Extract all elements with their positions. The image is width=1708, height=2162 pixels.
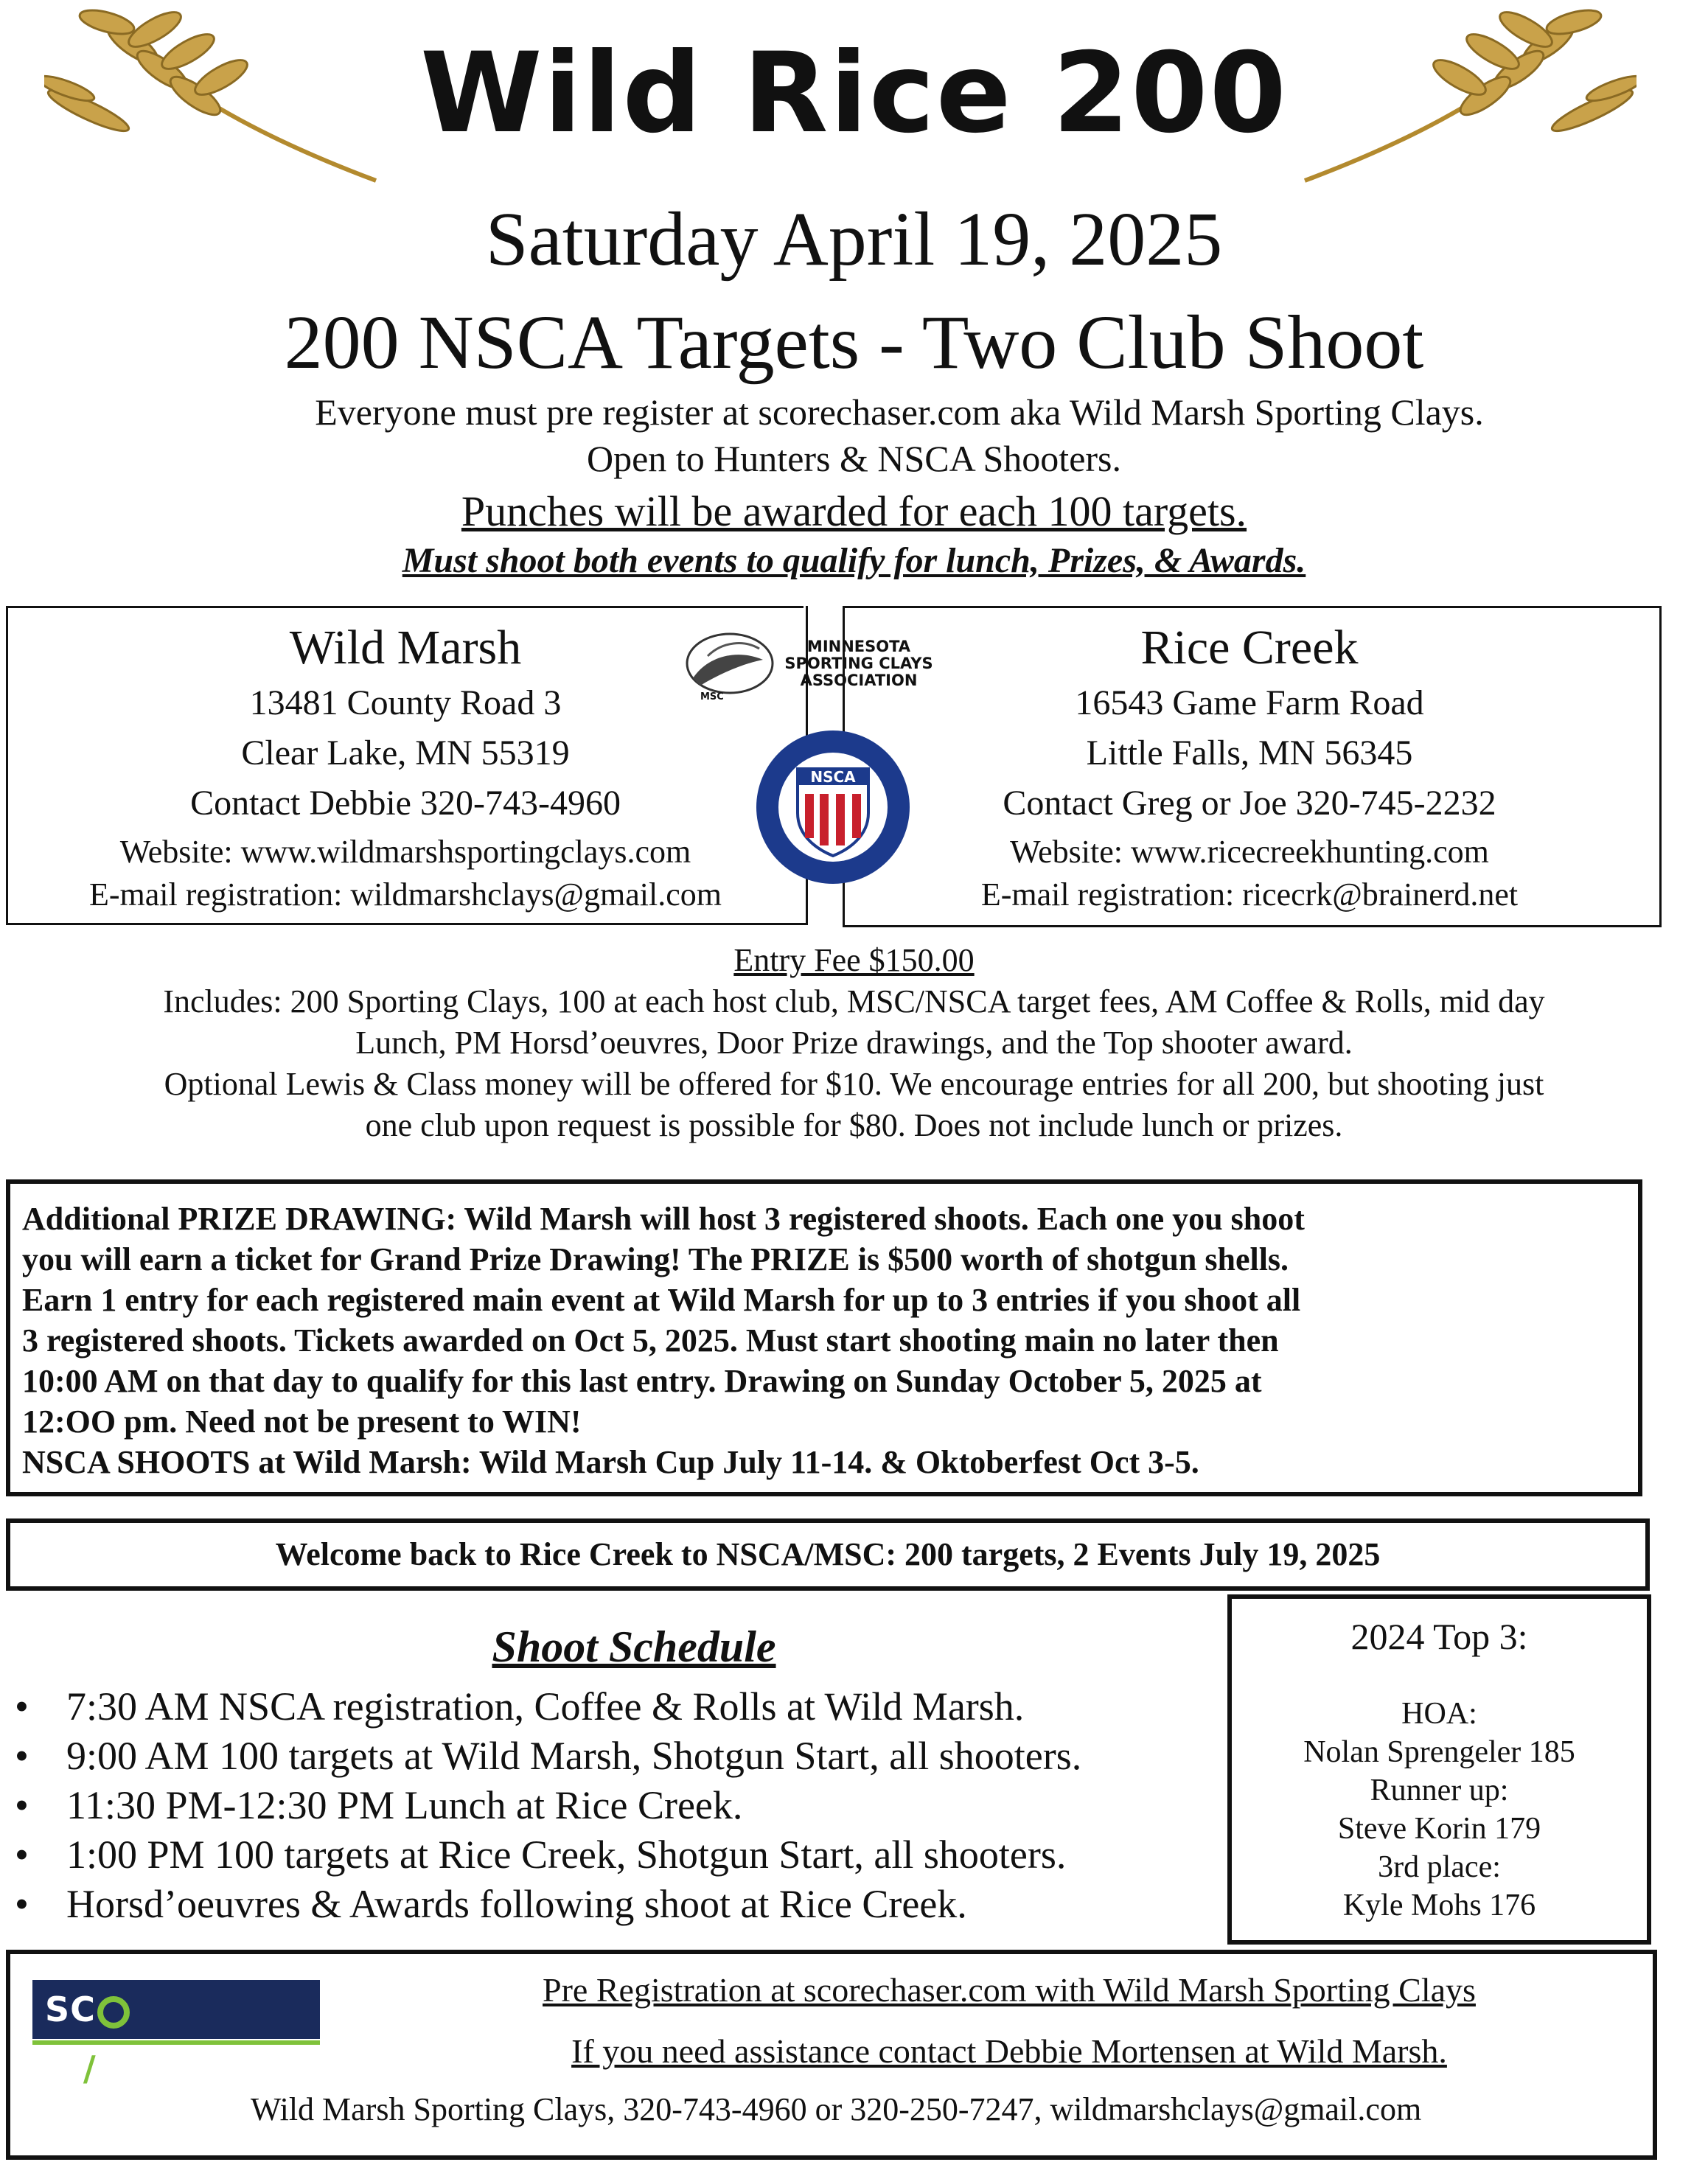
runner-winner: Steve Korin 179	[1337, 1812, 1541, 1846]
list-item	[7, 1781, 1216, 1830]
msc-label-3: ASSOCIATION	[800, 672, 918, 689]
qualify-note: Must shoot both events to qualify for lunch, Prizes, & Awards.	[402, 541, 1306, 580]
fee-line-1: Includes: 200 Sporting Clays, 100 at each host club, MSC/NSCA target fees, AM Coffee & Rolls, mid day	[163, 983, 1545, 1019]
entry-fee-title: Entry Fee $150.00	[733, 942, 975, 978]
club-contact: Contact Greg or Joe 320-745-2232	[1003, 784, 1496, 823]
hoa-winner: Nolan Sprengeler 185	[1303, 1735, 1575, 1769]
club-name: Wild Marsh	[289, 621, 522, 674]
target-icon	[97, 1996, 130, 2029]
punches-note: Punches will be awarded for each 100 targets.	[461, 487, 1247, 535]
prereg-link[interactable]: Pre Registration at scorechaser.com with Wild Marsh Sporting Clays	[543, 1971, 1476, 2009]
msc-label-1: MINNESOTA	[806, 638, 911, 655]
club-email[interactable]: E-mail registration: ricecrk@brainerd.net	[980, 876, 1519, 913]
nsca-logo-label: NSCA	[810, 768, 856, 786]
runner-label: Runner up:	[1370, 1774, 1509, 1807]
page-title: Wild Rice 200	[420, 29, 1288, 158]
bullet-icon: •	[15, 1734, 29, 1778]
entry-fee-section	[0, 940, 1708, 1146]
prize-line-3: Earn 1 entry for each registered main event at Wild Marsh for up to 3 entries if you shoot all	[22, 1282, 1301, 1318]
club-city: Clear Lake, MN 55319	[241, 733, 570, 773]
club-contact: Contact Debbie 320-743-4960	[190, 784, 621, 823]
bullet-icon: •	[15, 1783, 29, 1827]
logo-underline	[32, 2040, 320, 2045]
schedule-item-text: 9:00 AM 100 targets at Wild Marsh, Shotgun Start, all shooters.	[66, 1734, 1082, 1778]
club-name: Rice Creek	[1140, 621, 1359, 674]
club-email[interactable]: E-mail registration: wildmarshclays@gmail.com	[89, 876, 722, 913]
event-date: Saturday April 19, 2025	[485, 197, 1223, 282]
top3-box	[1227, 1594, 1651, 1945]
logo-re: RE	[32, 2048, 83, 2088]
bullet-icon: •	[15, 1882, 29, 1926]
list-item	[7, 1682, 1216, 1732]
schedule-item-text: Horsd’oeuvres & Awards following shoot at Rice Creek.	[66, 1882, 967, 1926]
schedule-item-text: 11:30 PM-12:30 PM Lunch at Rice Creek.	[66, 1783, 743, 1827]
prize-line-1: Additional PRIZE DRAWING: Wild Marsh will host 3 registered shoots. Each one you shoot	[22, 1201, 1305, 1237]
bullet-icon: •	[15, 1684, 29, 1729]
prize-drawing-box	[6, 1179, 1642, 1496]
rice-creek-info	[848, 621, 1651, 921]
schedule-list	[7, 1682, 1216, 1929]
box-divider-left	[6, 606, 804, 608]
club-address: 16543 Game Farm Road	[1075, 683, 1424, 722]
logo-chaser: CHASER	[96, 2048, 254, 2088]
prize-line-4: 3 registered shoots. Tickets awarded on Oct 5, 2025. Must start shooting main no later then	[22, 1322, 1279, 1359]
fee-line-4: one club upon request is possible for $80. Does not include lunch or prizes.	[365, 1107, 1343, 1143]
prize-line-6: 12:OO pm. Need not be present to WIN!	[22, 1403, 582, 1440]
schedule-item-text: 1:00 PM 100 targets at Rice Creek, Shotgun Start, all shooters.	[66, 1833, 1067, 1877]
third-label: 3rd place:	[1378, 1850, 1501, 1884]
contact-footer: Wild Marsh Sporting Clays, 320-743-4960 or 320-250-7247, wildmarshclays@gmail.com	[250, 2091, 1422, 2127]
slash-icon: /	[83, 2048, 97, 2088]
club-website[interactable]: Website: www.wildmarshsportingclays.com	[119, 834, 691, 870]
list-item	[7, 1732, 1216, 1781]
msc-small-label: MSC	[700, 691, 724, 702]
hoa-label: HOA:	[1401, 1697, 1477, 1731]
bullet-icon: •	[15, 1833, 29, 1877]
top3-title: 2024 Top 3:	[1350, 1616, 1528, 1657]
logo-score: SC	[45, 1990, 96, 2029]
open-note: Open to Hunters & NSCA Shooters.	[587, 438, 1121, 479]
preregister-note: Everyone must pre register at scorechaser.com aka Wild Marsh Sporting Clays.	[315, 391, 1484, 433]
scorechaser-logo	[32, 1980, 320, 2088]
assistance-note: If you need assistance contact Debbie Mortensen at Wild Marsh.	[571, 2032, 1447, 2070]
nsca-logo-icon	[752, 726, 914, 888]
registration-box	[6, 1950, 1657, 2160]
club-address: 13481 County Road 3	[249, 683, 562, 722]
fee-line-2: Lunch, PM Horsd’oeuvres, Door Prize drawings, and the Top shooter award.	[355, 1025, 1353, 1061]
msc-label-2: SPORTING CLAYS	[784, 655, 933, 672]
event-subtitle: 200 NSCA Targets - Two Club Shoot	[284, 300, 1424, 385]
schedule-title: Shoot Schedule	[492, 1622, 776, 1671]
prize-line-7: NSCA SHOOTS at Wild Marsh: Wild Marsh Cup July 11-14. & Oktoberfest Oct 3-5.	[22, 1444, 1199, 1480]
welcome-banner: Welcome back to Rice Creek to NSCA/MSC: 200 targets, 2 Events July 19, 2025	[6, 1518, 1650, 1591]
prize-line-2: you will earn a ticket for Grand Prize Drawing! The PRIZE is $500 worth of shotgun shells.	[22, 1241, 1289, 1277]
prize-line-5: 10:00 AM on that day to qualify for this last entry. Drawing on Sunday October 5, 2025 at	[22, 1363, 1262, 1399]
list-item	[7, 1880, 1216, 1929]
club-website[interactable]: Website: www.ricecreekhunting.com	[1010, 834, 1489, 870]
schedule-item-text: 7:30 AM NSCA registration, Coffee & Rolls at Wild Marsh.	[66, 1684, 1025, 1729]
fee-line-3: Optional Lewis & Class money will be offered for $10. We encourage entries for all 200, but shooting just	[164, 1066, 1544, 1102]
list-item	[7, 1830, 1216, 1880]
club-city: Little Falls, MN 56345	[1086, 733, 1413, 773]
msc-logo	[678, 627, 944, 708]
msc-bird-icon	[678, 627, 774, 708]
third-winner: Kyle Mohs 176	[1342, 1889, 1536, 1922]
